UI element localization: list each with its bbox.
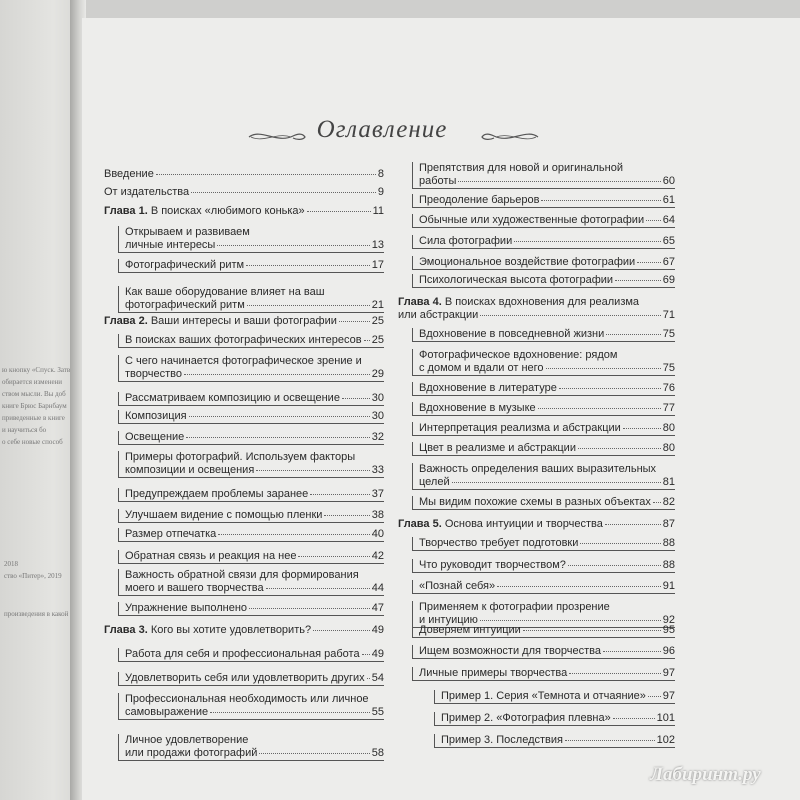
page-number: 54 bbox=[371, 672, 384, 684]
entry-title: Сила фотографии bbox=[419, 235, 513, 247]
page-number: 76 bbox=[662, 382, 675, 394]
chapter-label: Глава 1. bbox=[104, 205, 148, 217]
dot-leader bbox=[249, 608, 370, 609]
page-number: 37 bbox=[371, 488, 384, 500]
toc-left-entry[interactable] bbox=[118, 334, 384, 348]
page-number: 64 bbox=[662, 214, 675, 226]
dot-leader bbox=[266, 588, 370, 589]
toc-right-entry[interactable] bbox=[412, 537, 675, 551]
entry-title: Доверяем интуиции bbox=[419, 624, 521, 636]
entry-title: Основа интуиции и творчества bbox=[444, 518, 603, 530]
right-flourish-icon bbox=[480, 130, 540, 144]
toc-left-entry[interactable] bbox=[118, 226, 384, 253]
toc-left-chapter-entry[interactable] bbox=[104, 624, 384, 637]
entry-line bbox=[125, 355, 384, 368]
entry-title: Мы видим похожие схемы в разных объектах bbox=[419, 496, 651, 508]
toc-right-entry[interactable] bbox=[412, 645, 675, 659]
entry-title: В поисках вдохновения для реализма bbox=[444, 296, 640, 308]
previous-page-snippet: приведенные в книге bbox=[2, 414, 65, 422]
dot-leader bbox=[298, 556, 369, 557]
toc-left-entry[interactable] bbox=[118, 392, 384, 406]
dot-leader bbox=[606, 334, 661, 335]
dot-leader bbox=[541, 200, 660, 201]
entry-title: Интерпретация реализма и абстракции bbox=[419, 422, 621, 434]
page-number: 96 bbox=[662, 645, 675, 657]
toc-left-entry[interactable] bbox=[104, 186, 384, 199]
dot-leader bbox=[565, 740, 655, 741]
page-number: 33 bbox=[371, 464, 384, 476]
toc-left-chapter-entry[interactable] bbox=[104, 205, 384, 218]
dot-leader bbox=[497, 586, 661, 587]
entry-title: Ищем возможности для творчества bbox=[419, 645, 601, 657]
page-number: 87 bbox=[662, 518, 675, 530]
entry-line bbox=[398, 518, 675, 531]
entry-title: Примеры фотографий. Используем факторы bbox=[125, 451, 356, 463]
toc-left-entry[interactable] bbox=[118, 509, 384, 523]
dot-leader bbox=[367, 678, 370, 679]
page-number: 65 bbox=[662, 235, 675, 247]
entry-title: Рассматриваем композицию и освещение bbox=[125, 392, 340, 404]
dot-leader bbox=[605, 524, 661, 525]
toc-right-entry[interactable] bbox=[412, 496, 675, 510]
page-number: 61 bbox=[662, 194, 675, 206]
page-number: 75 bbox=[662, 328, 675, 340]
page-number: 92 bbox=[662, 614, 675, 626]
dot-leader bbox=[480, 315, 661, 316]
page-number: 95 bbox=[662, 624, 675, 636]
entry-title: Улучшаем видение с помощью пленки bbox=[125, 509, 323, 521]
dot-leader bbox=[217, 245, 369, 246]
toc-right-entry[interactable] bbox=[412, 559, 675, 573]
page-number: 80 bbox=[662, 422, 675, 434]
entry-title: Кого вы хотите удовлетворить? bbox=[150, 624, 312, 636]
toc-right-entry[interactable] bbox=[434, 734, 675, 748]
page-number: 9 bbox=[377, 186, 384, 198]
page-number: 67 bbox=[662, 256, 675, 268]
entry-line bbox=[104, 315, 384, 328]
toc-right-entry[interactable] bbox=[412, 235, 675, 249]
page-number: 80 bbox=[662, 442, 675, 454]
page-number: 82 bbox=[662, 496, 675, 508]
dot-leader bbox=[156, 174, 376, 175]
entry-title: Обратная связь и реакция на нее bbox=[125, 550, 297, 562]
entry-title: Освещение bbox=[125, 431, 185, 443]
dot-leader bbox=[307, 211, 371, 212]
entry-line bbox=[419, 463, 675, 476]
entry-line bbox=[419, 402, 675, 415]
entry-title-continued: целей bbox=[419, 476, 450, 488]
page-number: 97 bbox=[662, 667, 675, 679]
page-number: 49 bbox=[371, 624, 384, 636]
dot-leader bbox=[578, 448, 661, 449]
entry-line bbox=[419, 442, 675, 455]
entry-line bbox=[125, 648, 384, 661]
entry-line bbox=[104, 624, 384, 637]
chapter-label: Глава 5. bbox=[398, 518, 442, 530]
dot-leader bbox=[362, 654, 370, 655]
dot-leader bbox=[514, 241, 661, 242]
toc-right-entry[interactable] bbox=[412, 349, 675, 376]
toc-right-entry[interactable] bbox=[412, 214, 675, 228]
dot-leader bbox=[247, 305, 370, 306]
dot-leader bbox=[615, 280, 661, 281]
dot-leader bbox=[523, 630, 661, 631]
entry-title: «Познай себя» bbox=[419, 580, 496, 592]
toc-right-entry[interactable] bbox=[412, 162, 675, 189]
page-number: 30 bbox=[371, 410, 384, 422]
entry-title: Цвет в реализме и абстракции bbox=[419, 442, 576, 454]
entry-title: Вдохновение в литературе bbox=[419, 382, 557, 394]
dot-leader bbox=[342, 398, 370, 399]
entry-line bbox=[125, 226, 384, 239]
toc-right-entry[interactable] bbox=[412, 402, 675, 416]
previous-page-snippet: обирается изменени bbox=[2, 378, 63, 386]
entry-title-continued: или продажи фотографий bbox=[125, 747, 258, 759]
entry-title-continued: самовыражение bbox=[125, 706, 209, 718]
page-number: 21 bbox=[371, 299, 384, 311]
page-number: 97 bbox=[662, 690, 675, 702]
dot-leader bbox=[189, 416, 370, 417]
entry-title: Важность определения ваших выразительных bbox=[419, 463, 657, 475]
entry-title: Как ваше оборудование влияет на ваш bbox=[125, 286, 325, 298]
entry-title: Творчество требует подготовки bbox=[419, 537, 579, 549]
dot-leader bbox=[218, 534, 369, 535]
dot-leader bbox=[210, 712, 370, 713]
dot-leader bbox=[538, 408, 661, 409]
dot-leader bbox=[546, 368, 661, 369]
previous-page-snippet: ство «Питер», 2019 bbox=[4, 572, 62, 580]
entry-line bbox=[125, 509, 384, 522]
entry-line bbox=[125, 410, 384, 423]
entry-title-continued: работы bbox=[419, 175, 457, 187]
entry-title: Пример 2. «Фотография плевна» bbox=[441, 712, 611, 724]
entry-title: Что руководит творчеством? bbox=[419, 559, 566, 571]
previous-page-snippet: и научиться бо bbox=[2, 426, 47, 434]
entry-title: Профессиональная необходимость или личное bbox=[125, 693, 369, 705]
page-number: 25 bbox=[371, 334, 384, 346]
entry-line bbox=[419, 537, 675, 550]
entry-title: Удовлетворить себя или удовлетворить других bbox=[125, 672, 365, 684]
dot-leader bbox=[324, 515, 369, 516]
entry-line bbox=[419, 162, 675, 175]
entry-line bbox=[125, 488, 384, 501]
entry-line bbox=[125, 747, 384, 760]
toc-right-entry[interactable] bbox=[412, 422, 675, 436]
toc-left-entry[interactable] bbox=[118, 286, 384, 313]
entry-title-continued: фотографический ритм bbox=[125, 299, 245, 311]
toc-right-entry[interactable] bbox=[412, 667, 675, 681]
chapter-label: Глава 3. bbox=[104, 624, 148, 636]
entry-line bbox=[125, 550, 384, 563]
entry-title-continued: личные интересы bbox=[125, 239, 216, 251]
dot-leader bbox=[339, 321, 370, 322]
page-number: 88 bbox=[662, 559, 675, 571]
entry-title: Препятствия для новой и оригинальной bbox=[419, 162, 624, 174]
entry-line bbox=[125, 734, 384, 747]
toc-left-entry[interactable] bbox=[104, 168, 384, 181]
entry-title: Работа для себя и профессиональная работа bbox=[125, 648, 360, 660]
toc-right-entry[interactable] bbox=[434, 712, 675, 726]
entry-line bbox=[125, 569, 384, 582]
entry-line bbox=[441, 712, 675, 725]
entry-title: Вдохновение в повседневной жизни bbox=[419, 328, 605, 340]
entry-line bbox=[419, 580, 675, 593]
entry-line bbox=[419, 496, 675, 509]
entry-line bbox=[125, 392, 384, 405]
dot-leader bbox=[184, 374, 370, 375]
dot-leader bbox=[613, 718, 655, 719]
toc-right-entry[interactable] bbox=[412, 624, 675, 638]
page-number: 101 bbox=[656, 712, 675, 724]
entry-line bbox=[125, 672, 384, 685]
previous-page-snippet: ством мысли. Вы доб bbox=[2, 390, 66, 398]
previous-page-snippet: о себе новые способ bbox=[2, 438, 63, 446]
entry-title-continued: моего и вашего творчества bbox=[125, 582, 264, 594]
dot-leader bbox=[646, 220, 661, 221]
previous-page-snippet: ю кнопку «Спуск. Затв bbox=[2, 366, 71, 374]
page-number: 38 bbox=[371, 509, 384, 521]
entry-title: Пример 3. Последствия bbox=[441, 734, 563, 746]
entry-line bbox=[125, 259, 384, 272]
entry-line bbox=[419, 667, 675, 680]
dot-leader bbox=[310, 494, 369, 495]
toc-right-entry[interactable] bbox=[412, 442, 675, 456]
entry-title: Личное удовлетворение bbox=[125, 734, 249, 746]
entry-line bbox=[419, 382, 675, 395]
entry-title: В поисках «любимого конька» bbox=[150, 205, 305, 217]
previous-page bbox=[0, 0, 76, 800]
dot-leader bbox=[246, 265, 370, 266]
toc-left-entry[interactable] bbox=[118, 569, 384, 596]
entry-line bbox=[419, 274, 675, 287]
entry-line bbox=[125, 286, 384, 299]
page-number: 44 bbox=[371, 582, 384, 594]
page-number: 60 bbox=[662, 175, 675, 187]
entry-line bbox=[104, 168, 384, 181]
entry-line bbox=[419, 349, 675, 362]
dot-leader bbox=[191, 192, 376, 193]
dot-leader bbox=[569, 673, 661, 674]
entry-title: Предупреждаем проблемы заранее bbox=[125, 488, 309, 500]
toc-title: Оглавление bbox=[316, 116, 448, 143]
previous-page-snippet: книге Брюс Барнбаум bbox=[2, 402, 67, 410]
page-number: 13 bbox=[371, 239, 384, 251]
toc-right-entry[interactable] bbox=[412, 382, 675, 396]
entry-line bbox=[125, 451, 384, 464]
page-number: 49 bbox=[371, 648, 384, 660]
page-number: 17 bbox=[371, 259, 384, 271]
entry-line bbox=[125, 528, 384, 541]
dot-leader bbox=[480, 620, 661, 621]
toc-left-entry[interactable] bbox=[118, 451, 384, 478]
dot-leader bbox=[623, 428, 661, 429]
toc-left-entry[interactable] bbox=[118, 693, 384, 720]
toc-right-entry[interactable] bbox=[412, 328, 675, 342]
page-number: 71 bbox=[662, 309, 675, 321]
entry-title: Психологическая высота фотографии bbox=[419, 274, 614, 286]
page-number: 47 bbox=[371, 602, 384, 614]
toc-left-entry[interactable] bbox=[118, 259, 384, 273]
toc-left-entry[interactable] bbox=[118, 734, 384, 761]
toc-right-entry[interactable] bbox=[412, 580, 675, 594]
entry-line bbox=[419, 362, 675, 375]
entry-title-continued: с домом и вдали от него bbox=[419, 362, 544, 374]
entry-line bbox=[419, 194, 675, 207]
toc-right-chapter-entry[interactable] bbox=[398, 518, 675, 531]
page-number: 77 bbox=[662, 402, 675, 414]
entry-title: Эмоциональное воздействие фотографии bbox=[419, 256, 636, 268]
entry-line bbox=[419, 624, 675, 637]
entry-line bbox=[104, 186, 384, 199]
page-number: 32 bbox=[371, 431, 384, 443]
toc-left-entry[interactable] bbox=[118, 528, 384, 542]
entry-title: Открываем и развиваем bbox=[125, 226, 250, 238]
dot-leader bbox=[364, 340, 370, 341]
page-number: 88 bbox=[662, 537, 675, 549]
entry-line bbox=[441, 690, 675, 703]
entry-line bbox=[125, 431, 384, 444]
page-number: 8 bbox=[377, 168, 384, 180]
toc-left-entry[interactable] bbox=[118, 648, 384, 662]
dot-leader bbox=[256, 470, 369, 471]
dot-leader bbox=[653, 502, 661, 503]
entry-line bbox=[398, 309, 675, 322]
entry-title: Важность обратной связи для формирования bbox=[125, 569, 359, 581]
entry-title-continued: творчество bbox=[125, 368, 182, 380]
entry-title: Введение bbox=[104, 168, 154, 180]
page-number: 69 bbox=[662, 274, 675, 286]
entry-line bbox=[419, 601, 675, 614]
page-number: 29 bbox=[371, 368, 384, 380]
entry-title: Вдохновение в музыке bbox=[419, 402, 536, 414]
entry-line bbox=[419, 476, 675, 489]
entry-line bbox=[125, 239, 384, 252]
entry-line bbox=[125, 602, 384, 615]
dot-leader bbox=[603, 651, 661, 652]
dot-leader bbox=[452, 482, 661, 483]
entry-title: В поисках ваших фотографических интересов bbox=[125, 334, 362, 346]
previous-page-snippet: 2018 bbox=[4, 560, 18, 568]
entry-line bbox=[104, 205, 384, 218]
entry-line bbox=[125, 368, 384, 381]
entry-title: С чего начинается фотографическое зрение и bbox=[125, 355, 362, 367]
dot-leader bbox=[648, 696, 661, 697]
toc-left-entry[interactable] bbox=[118, 431, 384, 445]
dot-leader bbox=[313, 630, 370, 631]
entry-title: Фотографический ритм bbox=[125, 259, 245, 271]
entry-line bbox=[125, 582, 384, 595]
entry-title: Применяем к фотографии прозрение bbox=[419, 601, 610, 613]
dot-leader bbox=[259, 753, 369, 754]
chapter-label: Глава 2. bbox=[104, 315, 148, 327]
entry-line bbox=[419, 559, 675, 572]
page-number: 11 bbox=[372, 205, 384, 217]
toc-right-entry[interactable] bbox=[412, 274, 675, 288]
toc-right-entry[interactable] bbox=[412, 463, 675, 490]
toc-left-entry[interactable] bbox=[118, 550, 384, 564]
entry-title: Пример 1. Серия «Темнота и отчаяние» bbox=[441, 690, 646, 702]
entry-line bbox=[125, 299, 384, 312]
entry-title: Ваши интересы и ваши фотографии bbox=[150, 315, 337, 327]
entry-title: Композиция bbox=[125, 410, 187, 422]
entry-line bbox=[419, 175, 675, 188]
chapter-label: Глава 4. bbox=[398, 296, 442, 308]
toc-left-entry[interactable] bbox=[118, 355, 384, 382]
entry-title-continued: и интуицию bbox=[419, 614, 478, 626]
toc-left-entry[interactable] bbox=[118, 602, 384, 616]
page-number: 75 bbox=[662, 362, 675, 374]
entry-title: Размер отпечатка bbox=[125, 528, 217, 540]
dot-leader bbox=[186, 437, 369, 438]
entry-line bbox=[419, 422, 675, 435]
dot-leader bbox=[458, 181, 660, 182]
dot-leader bbox=[637, 262, 661, 263]
entry-title-continued: или абстракции bbox=[398, 309, 479, 321]
page-number: 40 bbox=[371, 528, 384, 540]
page-number: 55 bbox=[371, 706, 384, 718]
entry-line bbox=[125, 464, 384, 477]
entry-line bbox=[441, 734, 675, 747]
entry-line bbox=[419, 235, 675, 248]
page-number: 25 bbox=[371, 315, 384, 327]
entry-line bbox=[398, 296, 675, 309]
toc-right-entry[interactable] bbox=[412, 194, 675, 208]
entry-line bbox=[419, 328, 675, 341]
toc-page bbox=[82, 18, 800, 800]
entry-title: Фотографическое вдохновение: рядом bbox=[419, 349, 618, 361]
entry-line bbox=[125, 706, 384, 719]
toc-left-chapter-entry[interactable] bbox=[104, 315, 384, 328]
entry-title: Упражнение выполнено bbox=[125, 602, 248, 614]
toc-right-chapter-entry[interactable] bbox=[398, 296, 675, 322]
page-number: 102 bbox=[656, 734, 675, 746]
entry-title: Преодоление барьеров bbox=[419, 194, 540, 206]
page-number: 30 bbox=[371, 392, 384, 404]
entry-line bbox=[419, 214, 675, 227]
entry-title: Личные примеры творчества bbox=[419, 667, 568, 679]
page-number: 81 bbox=[662, 476, 675, 488]
entry-title: Обычные или художественные фотографии bbox=[419, 214, 645, 226]
entry-line bbox=[419, 256, 675, 269]
previous-page-snippet: произведения в какой bbox=[4, 610, 69, 618]
page-number: 91 bbox=[662, 580, 675, 592]
entry-line bbox=[419, 645, 675, 658]
entry-line bbox=[125, 693, 384, 706]
toc-left-entry[interactable] bbox=[118, 488, 384, 502]
toc-right-entry[interactable] bbox=[434, 690, 675, 704]
toc-left-entry[interactable] bbox=[118, 672, 384, 686]
dot-leader bbox=[580, 543, 660, 544]
toc-right-entry[interactable] bbox=[412, 256, 675, 270]
entry-line bbox=[125, 334, 384, 347]
dot-leader bbox=[559, 388, 661, 389]
entry-title: От издательства bbox=[104, 186, 190, 198]
page-number: 42 bbox=[371, 550, 384, 562]
page-number: 58 bbox=[371, 747, 384, 759]
watermark: Лабиринт.ру bbox=[650, 764, 761, 785]
entry-title-continued: композиции и освещения bbox=[125, 464, 255, 476]
dot-leader bbox=[568, 565, 661, 566]
toc-left-entry[interactable] bbox=[118, 410, 384, 424]
